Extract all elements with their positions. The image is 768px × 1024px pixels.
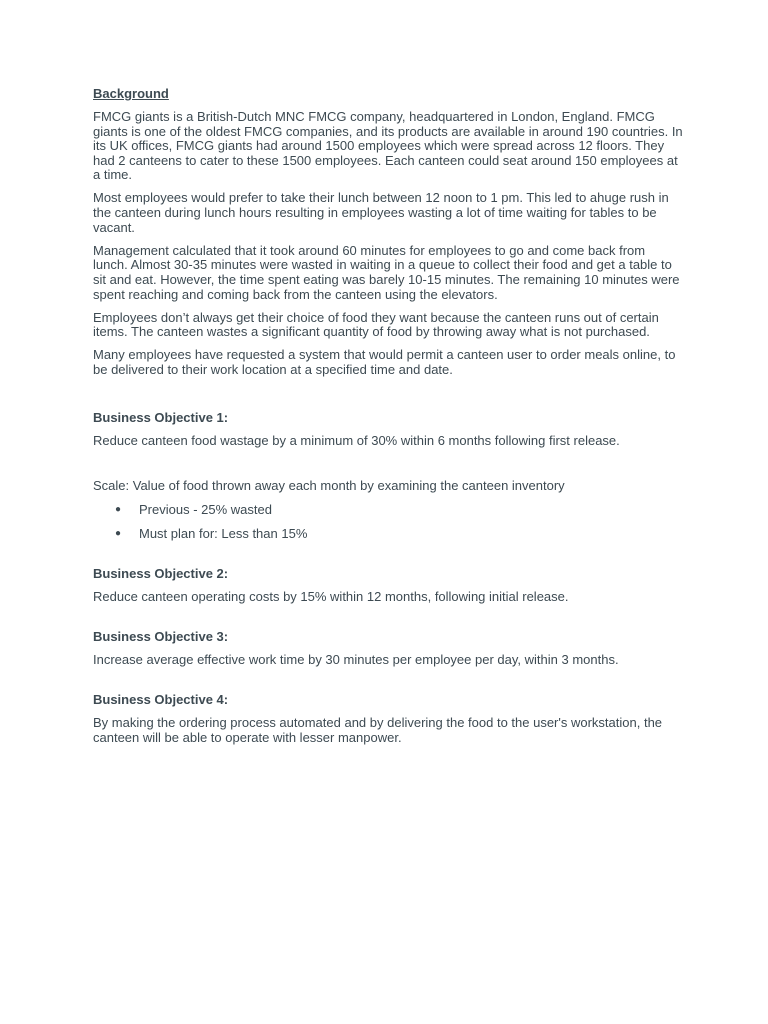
background-paragraph-2: Most employees would prefer to take their lunch between 12 noon to 1 pm. This led to ahuge rush in the canteen during lunch hours resulting in employees wasting a lot of time waiting for tables to be vacant. bbox=[93, 190, 669, 235]
list-item bbox=[93, 502, 683, 518]
spacer bbox=[93, 386, 683, 410]
objective-1-bullet-list bbox=[93, 502, 683, 542]
objective-1-text: Reduce canteen food wastage by a minimum of 30% within 6 months following first release. bbox=[93, 433, 620, 448]
objective-2-text: Reduce canteen operating costs by 15% within 12 months, following initial release. bbox=[93, 589, 569, 605]
objective-3-text: Increase average effective work time by 30 minutes per employee per day, within 3 months. bbox=[93, 652, 619, 668]
background-paragraph-5: Many employees have requested a system that would permit a canteen user to order meals online, to be delivered to their work location at a specified time and date. bbox=[93, 347, 676, 377]
objective-1-heading: Business Objective 1: bbox=[93, 410, 229, 425]
objective-4-text: By making the ordering process automated and by delivering the food to the user's workstation, the canteen will be able to operate with lesser manpower. bbox=[93, 715, 663, 745]
objective-2-heading: Business Objective 2: bbox=[93, 566, 229, 582]
spacer bbox=[93, 457, 683, 479]
list-item bbox=[93, 526, 683, 542]
objective-1-scale: Scale: Value of food thrown away each month by examining the canteen inventory bbox=[93, 478, 565, 494]
objective-4-heading: Business Objective 4: bbox=[93, 692, 229, 708]
background-paragraph-4: Employees don’t always get their choice of food they want because the canteen runs out of certain items. The canteen wastes a significant quantity of food by throwing away what is not purchased. bbox=[93, 309, 659, 340]
bullet-icon: ● bbox=[115, 528, 122, 540]
bullet-icon: ● bbox=[115, 504, 122, 516]
background-paragraph-3: Management calculated that it took around 60 minutes for employees to go and come back from lunch. Almost 30-35 minutes were wasted in waiting in a queue to collect their food and get a table to sit and eat. However, the time spent eating was barely 10-15 minutes. The remaining 10 minutes were spent reaching and coming back from the canteen using the elevators. bbox=[93, 242, 680, 302]
objective-3-heading: Business Objective 3: bbox=[93, 629, 229, 645]
list-item-text: Must plan for: Less than 15% bbox=[139, 526, 308, 542]
spacer bbox=[93, 613, 683, 629]
background-paragraph-1: FMCG giants is a British-Dutch MNC FMCG company, headquartered in London, England. FMCG giants is one of the oldest FMCG companies, and its products are available in around 190 countries. In its UK offices, FMCG giants had around 1500 employees which were spread across 12 floors. They had 2 canteens to cater to these 1500 employees. Each canteen could seat around 150 employees at a time. bbox=[93, 109, 683, 183]
spacer bbox=[93, 550, 683, 566]
document-page bbox=[93, 86, 683, 754]
background-heading: Background bbox=[93, 86, 169, 101]
list-item-text: Previous - 25% wasted bbox=[139, 502, 272, 518]
spacer bbox=[93, 676, 683, 692]
